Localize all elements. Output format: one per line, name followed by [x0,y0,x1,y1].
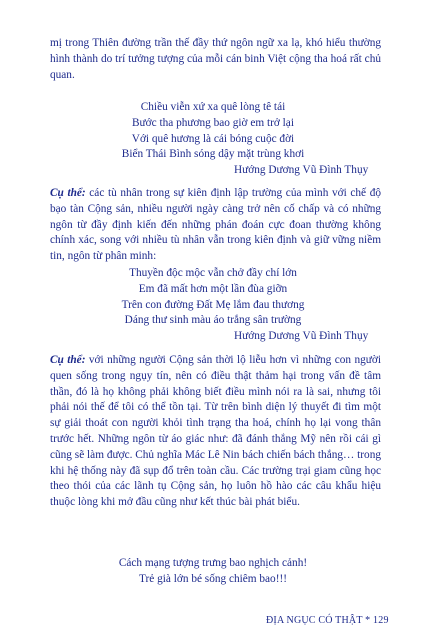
poem-2-line: Thuyền độc mộc vẫn chở đầy chí lớn [129,267,297,279]
poem-1-line: Với quê hương là cái bóng cuộc đời [131,132,295,145]
poem-2-line: Trên con đường Đất Mẹ lắm đau thương [121,298,305,311]
poem-2-line: Em đã mất hơn một lần đùa giỡn [138,282,288,295]
poem-2 [0,266,426,329]
paragraph-cu-the-1 [50,186,381,265]
paragraph-cu-the-2 [50,353,381,511]
paragraph-continuation: mị trong Thiên đường trần thế đầy thứ ngôn ngữ xa lạ, khó hiểu thường hình thành do trí tưởng tượng của mỗi cán binh Việt cộng tha hoá rất chủ quan. [50,37,381,81]
poem-2-line: Dáng thư sinh màu áo trắng sân trường [124,314,302,327]
paragraph-lead: Cụ thể: [50,354,86,366]
closing-line: Trẻ già lớn bé sống chiêm bao!!! [139,572,287,585]
paragraph-text: với những người Cộng sản thời lộ liễu hơn vì những con người quen sống trong ngụy tín, nên có điều thật thảm hại trong vấn đề tâm thần, đó là họ không phải không biết điều mình nói ra là sai, nhưng tôi phải nói thế để tôi có thể tồn tại. Từ trên bình diện lý thuyết đi tìm một sự giải thoát con người khỏi tình trạng tha hoá, chính họ lại vong thân trước hết. Những ngôn từ áo giác như: đã đánh thắng Mỹ nên rồi cái gì cũng sẽ làm được. Chủ nghĩa Mác Lê Nin bách chiến bách thắng… trong khi hệ thống này đã sụp đổ trên toàn cầu. Các trường trại giam cũng học theo thói của các lãnh tụ Cộng sản, họ luôn hồ hào các câu khẩu hiệu thuộc lòng khi mở đầu cũng như kết thúc bài phát biểu. [50,354,381,509]
poem-2-author: Hướng Dương Vũ Đình Thụy [234,330,369,342]
poem-1-line: Chiều viễn xứ xa quê lòng tê tái [140,101,286,113]
poem-1-author: Hướng Dương Vũ Đình Thụy [234,164,369,176]
poem-1-line: Biển Thái Bình sóng dậy mặt trùng khơi [121,148,305,161]
page-footer: ĐỊA NGỤC CÓ THẬT * 129 [266,615,389,626]
poem-1-line: Bước tha phương bao giờ em trở lại [132,116,294,129]
paragraph-lead: Cụ thể: [50,187,86,199]
closing-line: Cách mạng tượng trưng bao nghịch cảnh! [118,557,308,569]
poem-1 [0,100,426,163]
paragraph-text: các tù nhân trong sự kiên định lập trường của mình với chế độ bạo tàn Cộng sản, nhiều người ngày càng trở nên cố chấp và có những ngôn từ đầy định kiến đến những phán đoán cực đoan thường không chính xác, song với nhiều tù nhân vẫn trong kiên định và giữ vững niềm tin, ngôn từ phân minh: [50,187,381,263]
closing-verse [0,556,426,588]
